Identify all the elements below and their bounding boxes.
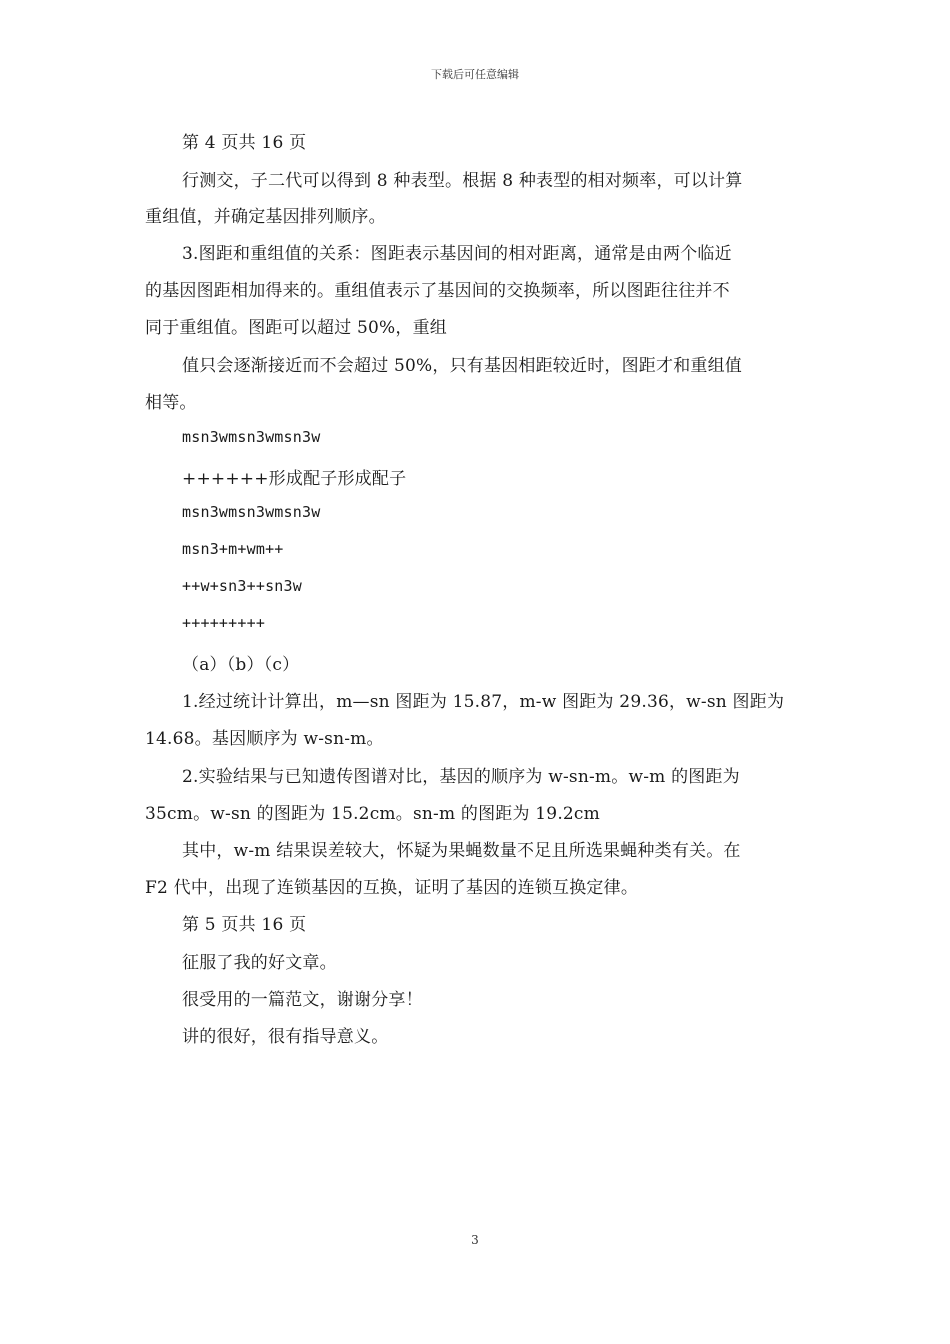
paragraph-line: 3.图距和重组值的关系：图距表示基因间的相对距离，通常是由两个临近 (182, 244, 732, 264)
comment-line: 讲的很好，很有指导意义。 (182, 1027, 389, 1047)
paragraph-line: 14.68。基因顺序为 w-sn-m。 (145, 729, 384, 749)
paragraph-line: F2 代中，出现了连锁基因的互换，证明了基因的连锁互换定律。 (145, 878, 639, 898)
genotype-line: ++++++形成配子形成配子 (182, 469, 407, 489)
paragraph-line: 其中，w-m 结果误差较大，怀疑为果蝇数量不足且所选果蝇种类有关。在 (182, 841, 741, 861)
paragraph-line: 1.经过统计计算出，m—sn 图距为 15.87，m-w 图距为 29.36，w-sn 图距为 (182, 692, 785, 712)
genotype-line: msn3wmsn3wmsn3w (182, 503, 321, 521)
page-header: 下载后可任意编辑 (431, 68, 519, 81)
figure-labels: （a）（b）（c） (182, 655, 300, 675)
genotype-line: msn3wmsn3wmsn3w (182, 428, 321, 446)
comment-line: 征服了我的好文章。 (182, 953, 337, 973)
paragraph-line: 的基因图距相加得来的。重组值表示了基因间的交换频率，所以图距往往并不 (145, 281, 730, 301)
page-marker: 第 4 页共 16 页 (182, 133, 307, 153)
paragraph-line: 重组值，并确定基因排列顺序。 (145, 207, 386, 227)
paragraph-line: 相等。 (145, 393, 197, 413)
genotype-line: msn3+m+wm++ (182, 540, 284, 558)
comment-line: 很受用的一篇范文，谢谢分享！ (182, 990, 423, 1010)
paragraph-line: 同于重组值。图距可以超过 50%，重组 (145, 318, 447, 338)
genotype-line: +++++++++ (182, 614, 266, 632)
page-marker: 第 5 页共 16 页 (182, 915, 307, 935)
paragraph-line: 行测交，子二代可以得到 8 种表型。根据 8 种表型的相对频率，可以计算 (182, 171, 743, 191)
paragraph-line: 值只会逐渐接近而不会超过 50%，只有基因相距较近时，图距才和重组值 (182, 356, 742, 376)
genotype-line: ++w+sn3++sn3w (182, 577, 302, 595)
paragraph-line: 2.实验结果与已知遗传图谱对比，基因的顺序为 w-sn-m。w-m 的图距为 (182, 767, 740, 787)
paragraph-line: 35cm。w-sn 的图距为 15.2cm。sn-m 的图距为 19.2cm (145, 804, 600, 824)
page-number: 3 (471, 1233, 479, 1247)
